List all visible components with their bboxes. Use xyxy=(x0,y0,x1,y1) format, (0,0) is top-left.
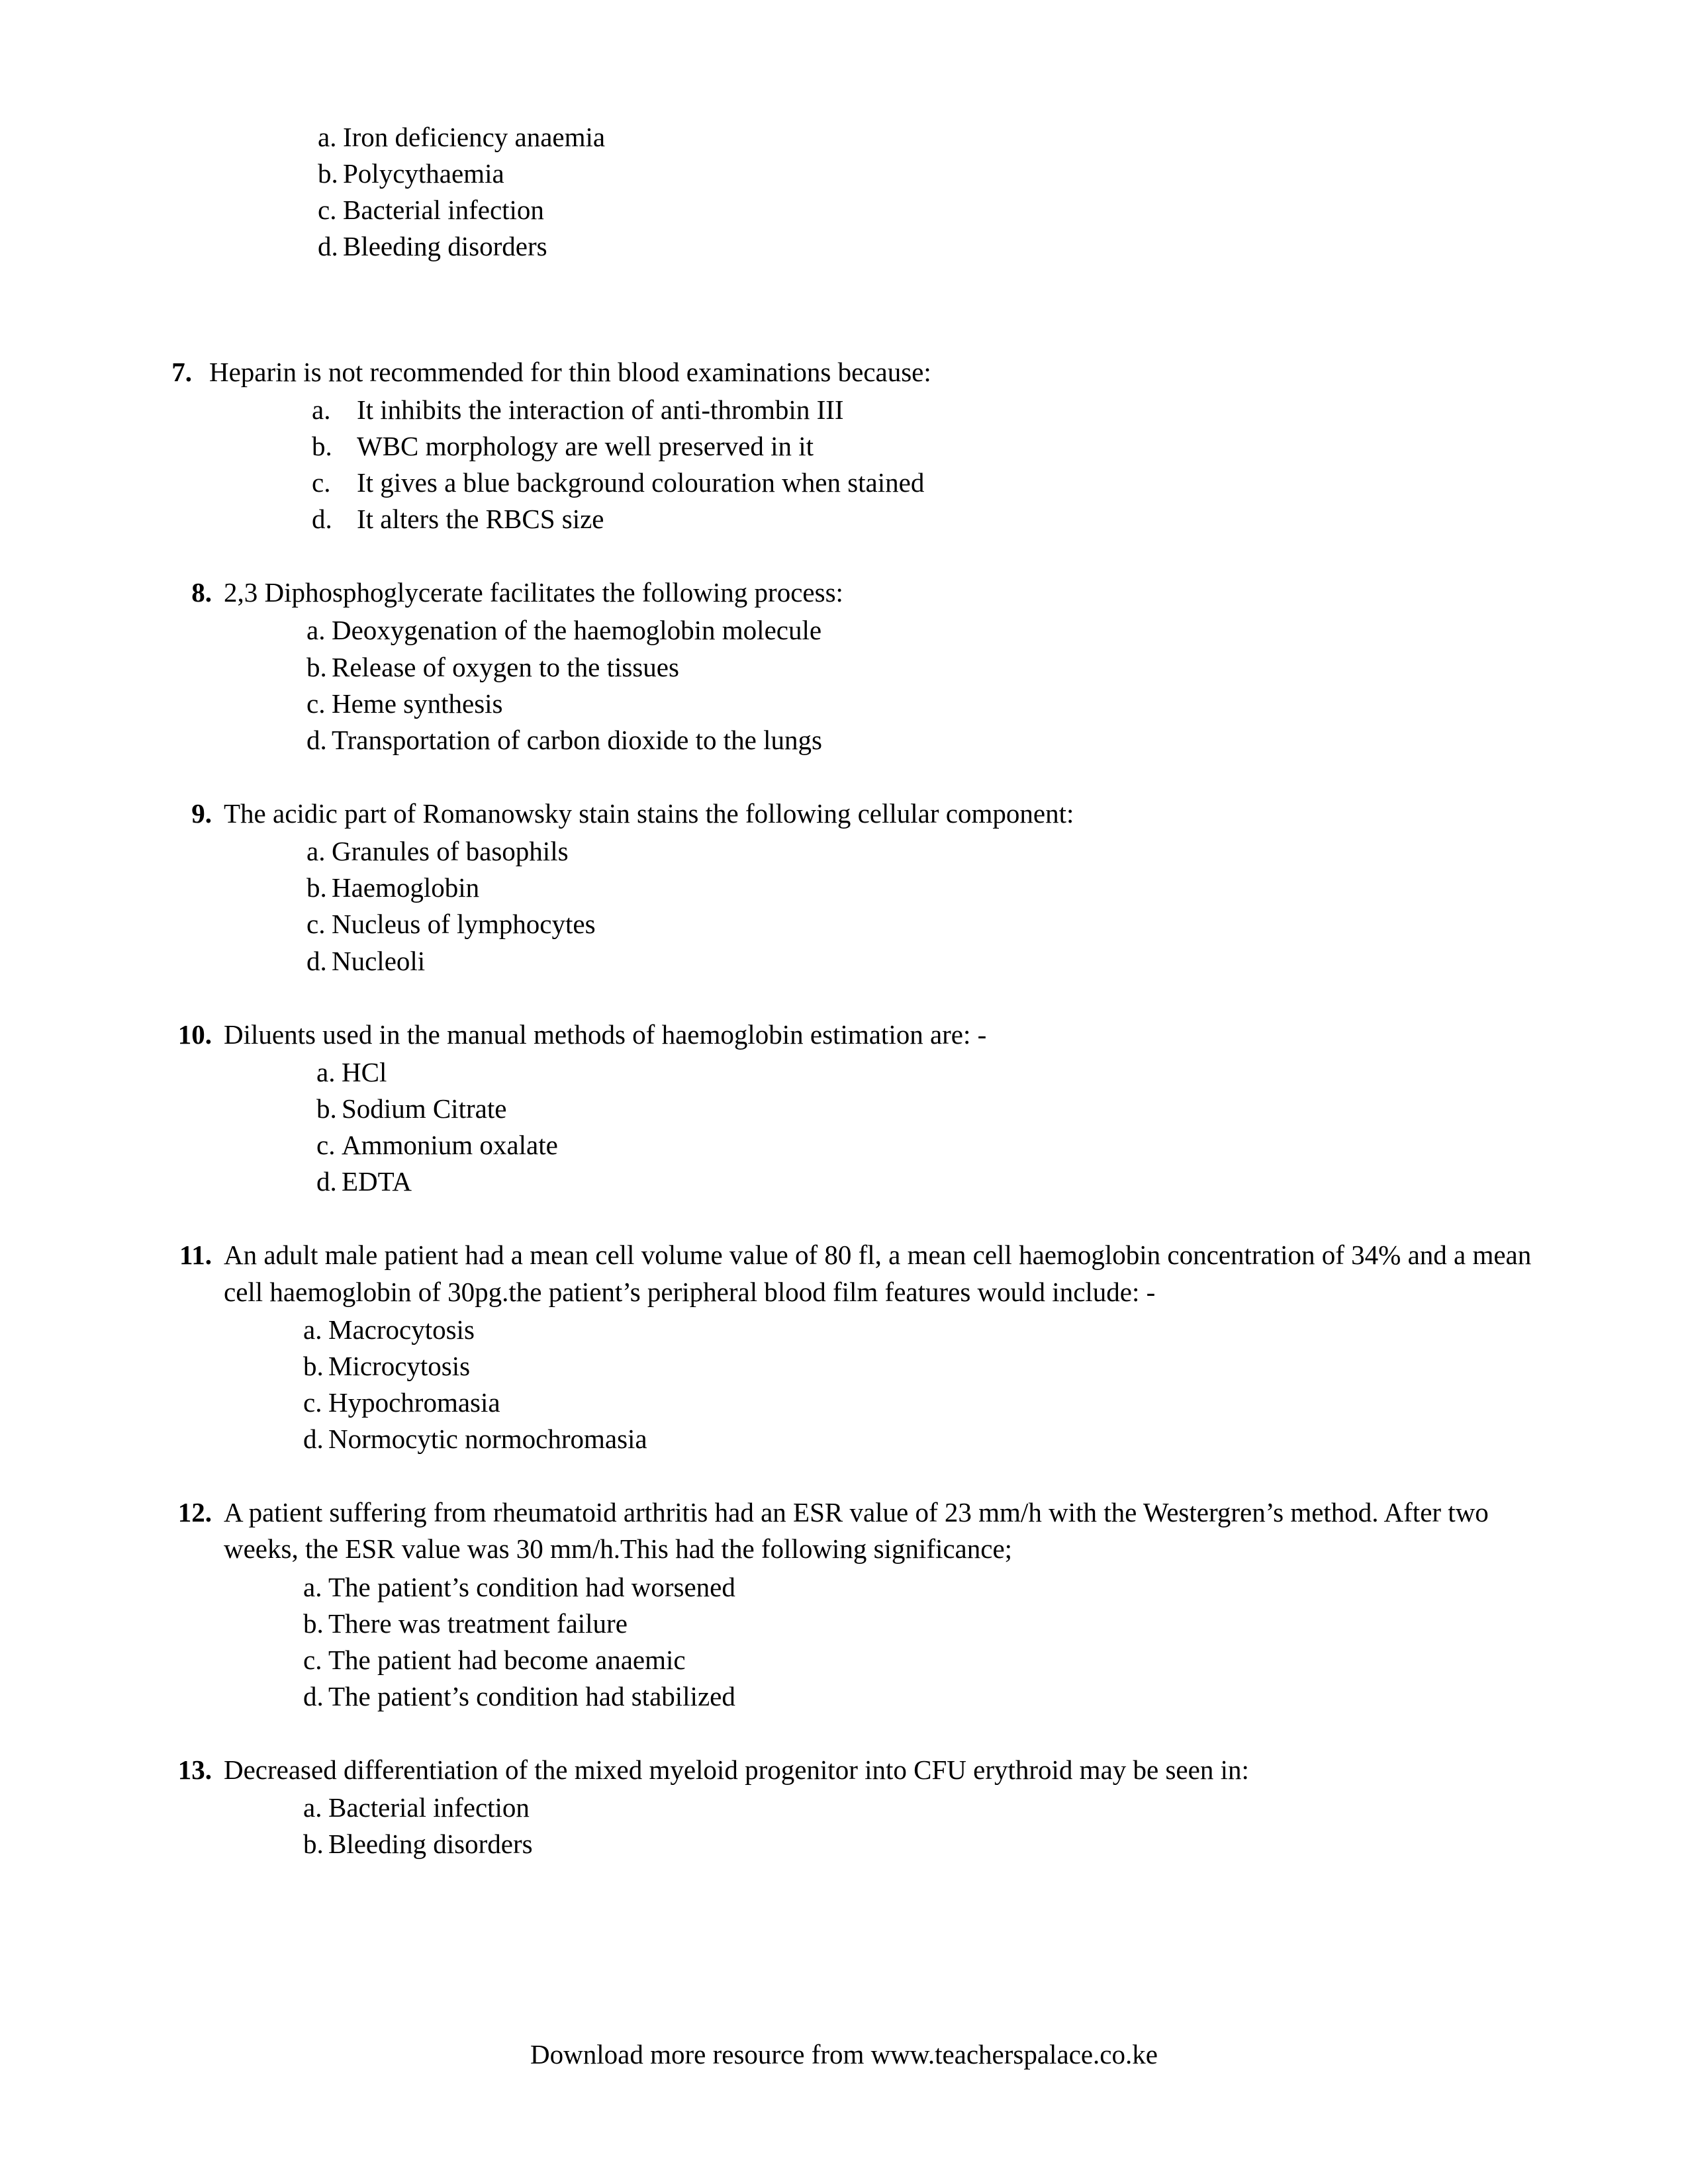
question-stem: Diluents used in the manual methods of haemoglobin estimation are: - xyxy=(224,1019,987,1050)
option-text: Macrocytosis xyxy=(328,1314,475,1345)
option-item xyxy=(306,612,1562,649)
question-block xyxy=(126,354,1562,538)
question-block xyxy=(126,1494,1562,1715)
option-item xyxy=(316,1054,1562,1091)
option-text: Bacterial infection xyxy=(328,1792,530,1823)
question-number: 13. xyxy=(177,1754,212,1786)
option-text: Microcytosis xyxy=(328,1350,471,1381)
option-text: There was treatment failure xyxy=(328,1608,628,1639)
option-item xyxy=(316,1091,1562,1127)
question-number: 7. xyxy=(171,356,192,387)
document-body xyxy=(126,119,1562,1862)
option-item xyxy=(303,1678,1562,1715)
option-text: WBC morphology are well preserved in it xyxy=(357,430,814,461)
option-text: Release of oxygen to the tissues xyxy=(332,651,679,682)
option-item xyxy=(303,1826,1562,1862)
option-text: HCl xyxy=(342,1056,387,1087)
question-stem: 2,3 Diphosphoglycerate facilitates the following process: xyxy=(224,577,843,608)
option-item xyxy=(306,649,1562,686)
question-body xyxy=(224,1752,1562,1862)
option-text: Bacterial infection xyxy=(343,195,544,226)
option-item xyxy=(318,156,1562,192)
option-letter: a. xyxy=(303,1792,322,1823)
option-item xyxy=(312,465,1562,501)
option-text: Deoxygenation of the haemoglobin molecule xyxy=(332,615,822,646)
option-text: Iron deficiency anaemia xyxy=(343,122,606,152)
question-number: 12. xyxy=(177,1497,212,1528)
option-letter: b. xyxy=(303,1829,324,1860)
option-letter: b. xyxy=(316,1093,337,1124)
question-stem: A patient suffering from rheumatoid arthritis had an ESR value of 23 mm/h with the Westergren’s method. After two weeks, the ESR value was 30 mm/h.This had the following significance; xyxy=(224,1497,1489,1565)
option-item xyxy=(306,722,1562,758)
question-body xyxy=(224,1237,1562,1457)
option-text: The patient’s condition had worsened xyxy=(328,1571,735,1602)
question-stem: Decreased differentiation of the mixed myeloid progenitor into CFU erythroid may be seen in: xyxy=(224,1754,1249,1786)
option-letter: c. xyxy=(303,1644,322,1675)
option-item xyxy=(316,1163,1562,1200)
option-text: Bleeding disorders xyxy=(343,231,547,262)
option-item xyxy=(312,392,1562,428)
question-block xyxy=(126,1017,1562,1201)
continued-option-list xyxy=(318,119,1562,265)
option-item xyxy=(303,1606,1562,1642)
question-stem: The acidic part of Romanowsky stain stains the following cellular component: xyxy=(224,797,1074,829)
option-letter: a. xyxy=(312,394,331,425)
option-text: Haemoglobin xyxy=(332,872,480,903)
option-text: Hypochromasia xyxy=(328,1387,500,1418)
option-text: EDTA xyxy=(342,1166,412,1197)
option-letter: d. xyxy=(306,724,327,755)
option-item xyxy=(318,228,1562,265)
option-letter: c. xyxy=(312,467,331,498)
option-letter: b. xyxy=(303,1608,324,1639)
option-text: Polycythaemia xyxy=(343,158,504,189)
option-letter: d. xyxy=(318,231,338,262)
option-item xyxy=(303,1790,1562,1826)
option-text: Ammonium oxalate xyxy=(342,1130,558,1161)
option-letter: a. xyxy=(318,122,337,152)
option-list xyxy=(306,833,1562,979)
option-list xyxy=(312,392,1562,538)
question-number: 8. xyxy=(191,577,212,608)
option-item xyxy=(312,501,1562,537)
option-item xyxy=(318,192,1562,228)
option-letter: a. xyxy=(303,1571,322,1602)
option-text: Normocytic normochromasia xyxy=(328,1424,647,1455)
question-body xyxy=(209,354,1562,538)
section-spacer xyxy=(126,265,1562,317)
option-letter: a. xyxy=(306,615,326,646)
option-letter: d. xyxy=(303,1424,324,1455)
option-list xyxy=(303,1569,1562,1715)
option-letter: b. xyxy=(318,158,338,189)
option-letter: c. xyxy=(303,1387,322,1418)
option-letter: b. xyxy=(306,872,327,903)
option-letter: b. xyxy=(312,430,332,461)
option-text: The patient’s condition had stabilized xyxy=(328,1680,735,1711)
option-item xyxy=(306,943,1562,979)
option-text: The patient had become anaemic xyxy=(328,1644,686,1675)
option-text: Nucleoli xyxy=(332,945,426,976)
option-letter: c. xyxy=(318,195,337,226)
option-letter: d. xyxy=(316,1166,337,1197)
option-item xyxy=(316,1127,1562,1163)
question-number: 10. xyxy=(177,1019,212,1050)
question-number: 11. xyxy=(179,1240,212,1271)
option-text: Bleeding disorders xyxy=(328,1829,533,1860)
option-text: Sodium Citrate xyxy=(342,1093,507,1124)
option-letter: a. xyxy=(303,1314,322,1345)
option-text: It gives a blue background colouration when stained xyxy=(357,467,925,498)
option-item xyxy=(303,1385,1562,1421)
question-body xyxy=(224,1017,1562,1201)
option-letter: a. xyxy=(306,836,326,867)
option-letter: d. xyxy=(312,504,332,535)
page-footer: Download more resource from www.teacherspalace.co.ke xyxy=(530,2039,1158,2070)
option-letter: d. xyxy=(303,1680,324,1711)
question-stem: An adult male patient had a mean cell volume value of 80 fl, a mean cell haemoglobin concentration of 34% and a mean cell haemoglobin of 30pg.the patient’s peripheral blood film features would include: - xyxy=(224,1240,1532,1307)
option-item xyxy=(303,1642,1562,1678)
option-list xyxy=(316,1054,1562,1201)
option-item xyxy=(318,119,1562,156)
option-text: Heme synthesis xyxy=(332,688,503,719)
option-text: Nucleus of lymphocytes xyxy=(332,909,596,940)
option-item xyxy=(303,1312,1562,1348)
option-letter: c. xyxy=(316,1130,336,1161)
question-number: 9. xyxy=(191,797,212,829)
option-letter: c. xyxy=(306,688,326,719)
option-text: It inhibits the interaction of anti-thrombin III xyxy=(357,394,844,425)
question-body xyxy=(224,1494,1562,1715)
option-text: It alters the RBCS size xyxy=(357,504,604,535)
option-item xyxy=(306,870,1562,906)
option-list xyxy=(306,612,1562,758)
question-block xyxy=(126,796,1562,979)
question-body xyxy=(224,574,1562,758)
option-list xyxy=(303,1790,1562,1862)
option-letter: c. xyxy=(306,909,326,940)
question-stem: Heparin is not recommended for thin blood examinations because: xyxy=(209,356,931,387)
question-block xyxy=(126,1752,1562,1862)
option-item xyxy=(306,833,1562,870)
option-letter: b. xyxy=(306,651,327,682)
option-item xyxy=(306,906,1562,942)
question-body xyxy=(224,796,1562,979)
option-letter: a. xyxy=(316,1056,336,1087)
option-text: Transportation of carbon dioxide to the lungs xyxy=(332,724,822,755)
option-item xyxy=(312,428,1562,465)
option-item xyxy=(303,1569,1562,1606)
option-list xyxy=(303,1312,1562,1458)
question-block xyxy=(126,574,1562,758)
option-item xyxy=(303,1348,1562,1385)
question-block xyxy=(126,1237,1562,1457)
option-item xyxy=(303,1421,1562,1457)
option-letter: b. xyxy=(303,1350,324,1381)
option-letter: d. xyxy=(306,945,327,976)
option-text: Granules of basophils xyxy=(332,836,569,867)
option-item xyxy=(306,686,1562,722)
